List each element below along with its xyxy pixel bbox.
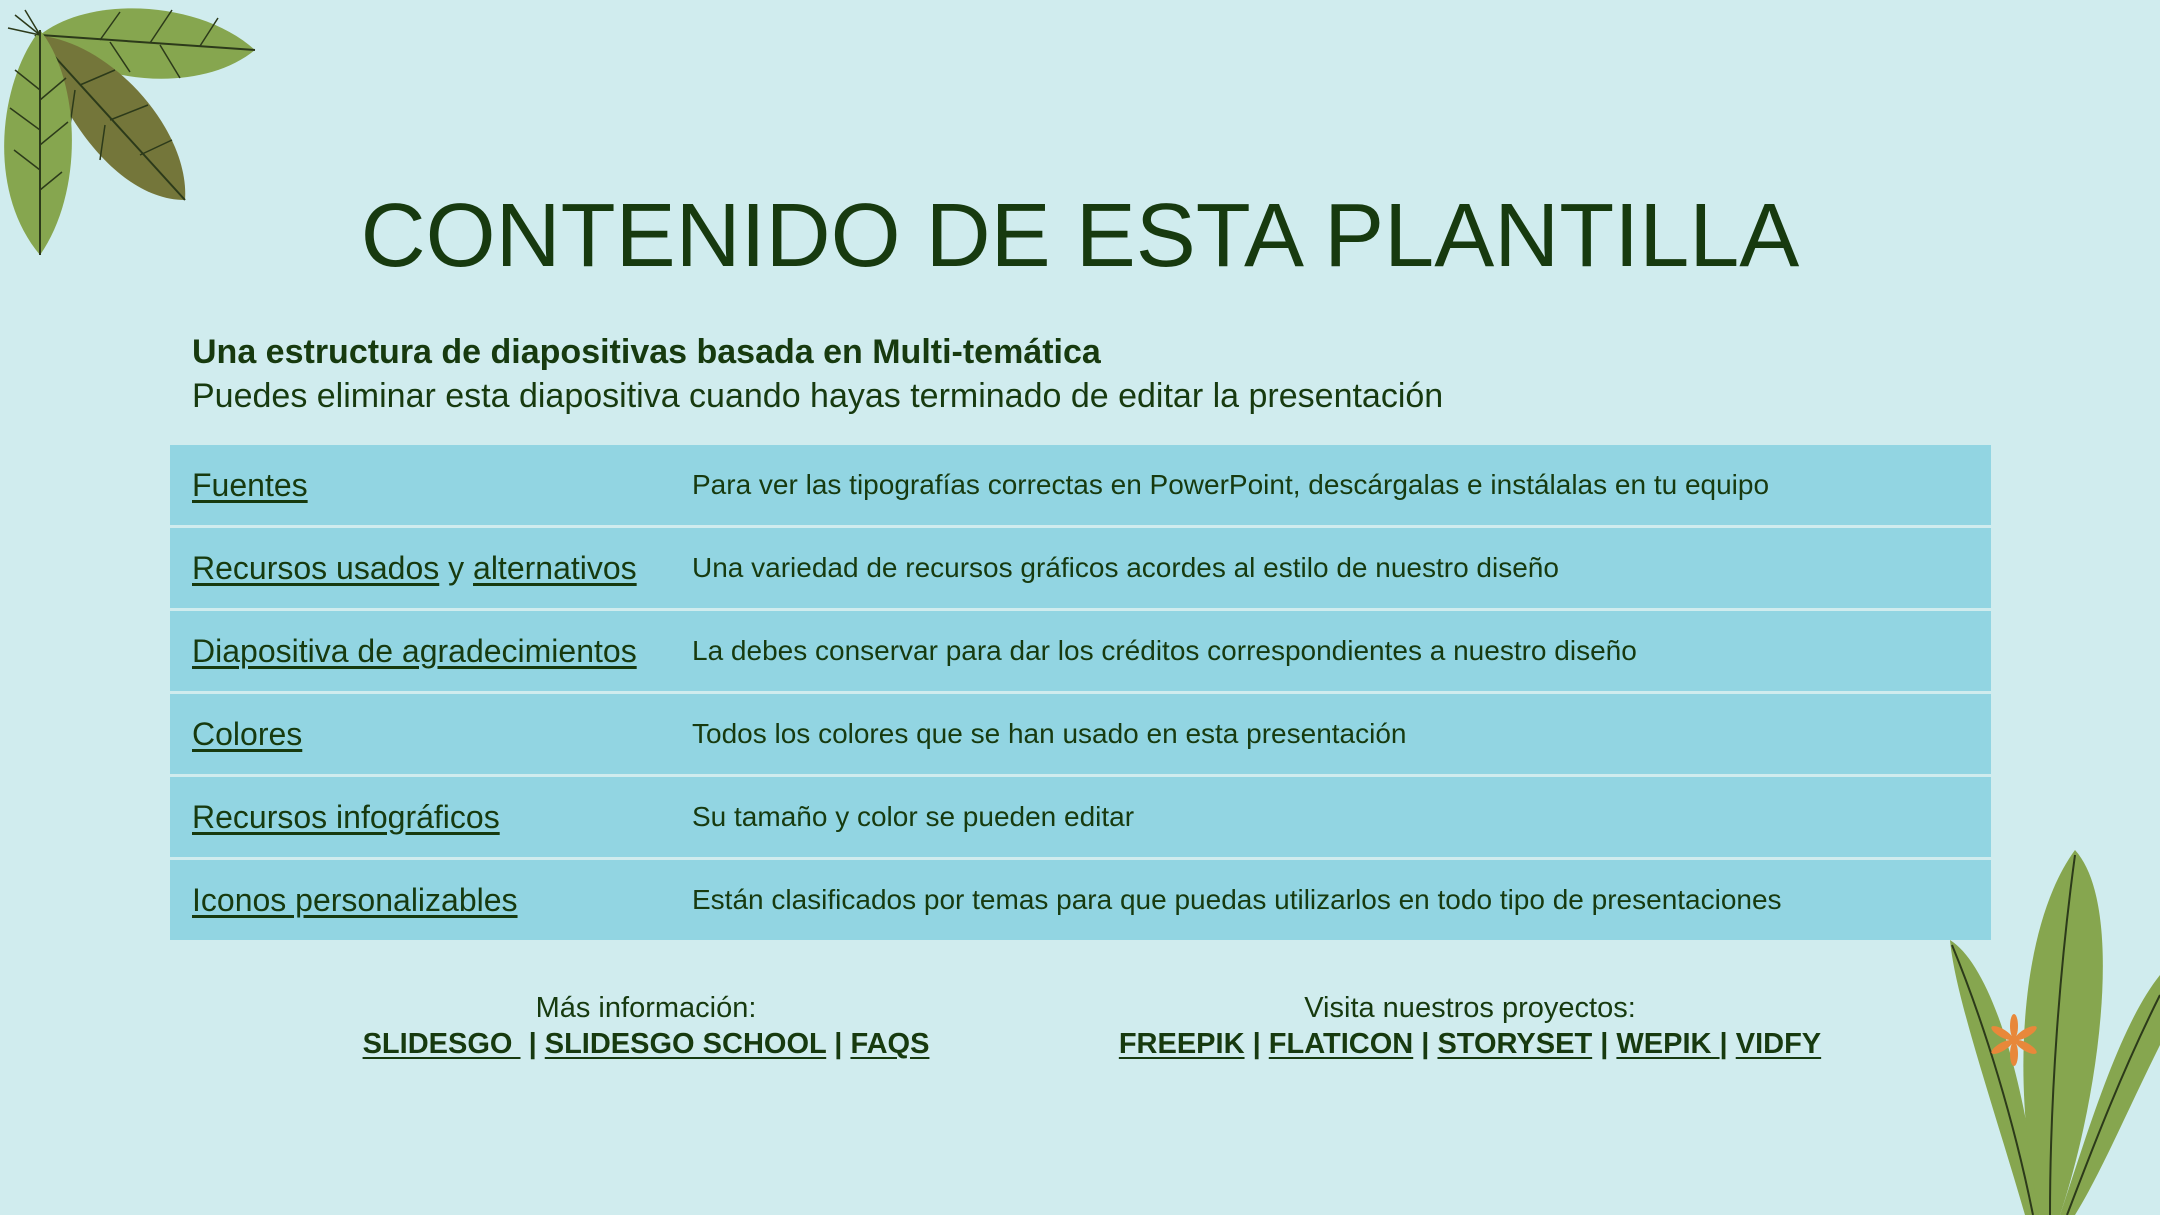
table-cell-link	[170, 633, 692, 670]
footer-projects-heading: Visita nuestros proyectos:	[1304, 992, 1636, 1024]
link-vidfy[interactable]: VIDFY	[1735, 1028, 1822, 1060]
table-cell-link	[170, 882, 692, 919]
separator: |	[528, 1028, 537, 1060]
table-row	[170, 860, 1991, 940]
link-fuentes[interactable]: Fuentes	[192, 466, 308, 503]
link-slidesgo-school[interactable]: SLIDESGO SCHOOL	[544, 1028, 827, 1060]
link-freepik[interactable]: FREEPIK	[1118, 1028, 1245, 1060]
table-cell-description: La debes conservar para dar los créditos correspondientes a nuestro diseño	[692, 635, 1637, 666]
link-storyset[interactable]: STORYSET	[1437, 1028, 1593, 1060]
link-alternativos[interactable]: alternativos	[473, 549, 637, 586]
footer-more-info-links	[310, 1026, 982, 1062]
content-table	[170, 445, 1991, 943]
separator: |	[1719, 1028, 1728, 1060]
slide-subtitle: Puedes eliminar esta diapositiva cuando hayas terminado de editar la presentación	[192, 377, 1444, 415]
link-diapositiva-agradecimientos[interactable]: Diapositiva de agradecimientos	[192, 632, 637, 669]
separator: |	[1252, 1028, 1261, 1060]
table-row	[170, 694, 1991, 774]
slide-title: CONTENIDO DE ESTA PLANTILLA	[360, 186, 1800, 286]
table-cell-description: Para ver las tipografías correctas en PowerPoint, descárgalas e instálalas en tu equipo	[692, 469, 1770, 500]
link-recursos-usados[interactable]: Recursos usados	[192, 549, 440, 586]
table-cell-link	[170, 550, 692, 587]
table-cell-description: Todos los colores que se han usado en esta presentación	[692, 718, 1407, 749]
table-cell-link	[170, 716, 692, 753]
table-cell-description: Están clasificados por temas para que puedas utilizarlos en todo tipo de presentaciones	[692, 884, 1782, 915]
link-flaticon[interactable]: FLATICON	[1268, 1028, 1414, 1060]
link-slidesgo[interactable]: SLIDESGO	[362, 1028, 521, 1060]
link-faqs[interactable]: FAQS	[850, 1028, 930, 1060]
link-recursos-infograficos[interactable]: Recursos infográficos	[192, 798, 500, 835]
table-cell-link	[170, 467, 692, 504]
link-wepik[interactable]: WEPIK	[1616, 1028, 1720, 1060]
footer-more-info-heading: Más información:	[535, 992, 757, 1024]
separator: |	[1600, 1028, 1609, 1060]
table-row	[170, 777, 1991, 857]
link-iconos-personalizables[interactable]: Iconos personalizables	[192, 881, 518, 918]
table-cell-link	[170, 799, 692, 836]
table-cell-description: Una variedad de recursos gráficos acordes al estilo de nuestro diseño	[692, 552, 1559, 583]
footer-projects	[1080, 990, 1860, 1062]
footer-more-info	[310, 990, 982, 1062]
separator: |	[1421, 1028, 1430, 1060]
table-row	[170, 528, 1991, 608]
connector-text: y	[439, 549, 474, 586]
table-row	[170, 445, 1991, 525]
separator: |	[834, 1028, 843, 1060]
link-colores[interactable]: Colores	[192, 715, 303, 752]
table-cell-description: Su tamaño y color se pueden editar	[692, 801, 1135, 832]
footer-projects-links	[1080, 1026, 1860, 1062]
table-row	[170, 611, 1991, 691]
slide-subtitle-bold: Una estructura de diapositivas basada en Multi-temática	[192, 333, 1101, 371]
